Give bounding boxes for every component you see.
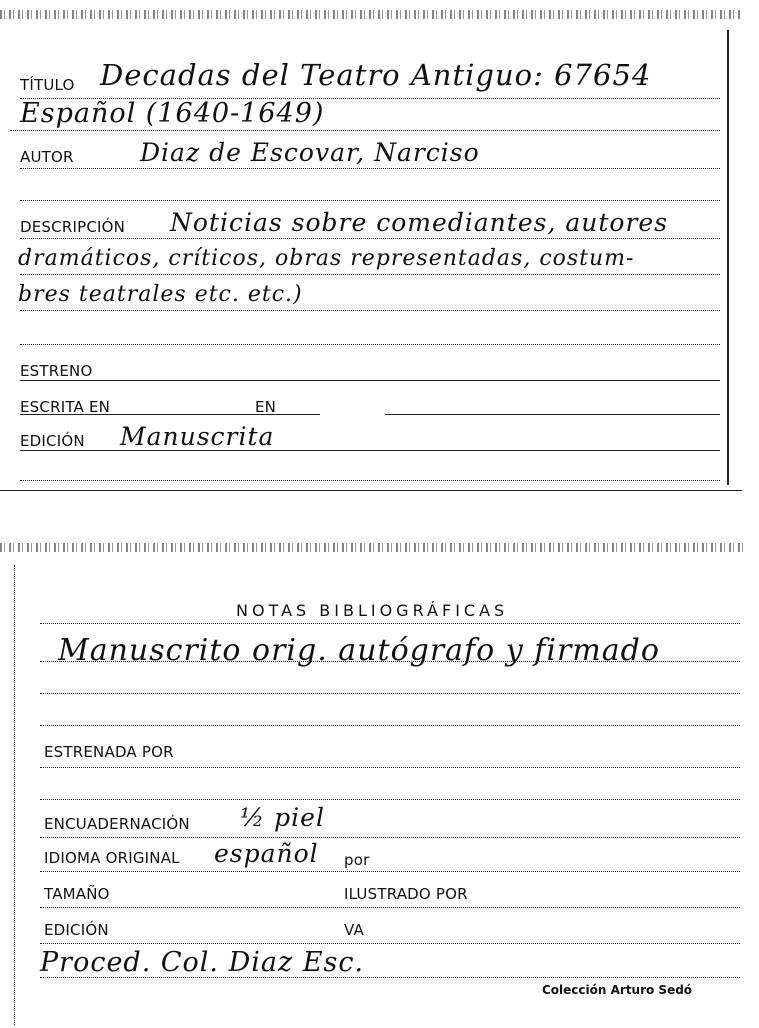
edicion-value: Manuscrita [120, 422, 275, 451]
descripcion-value-line2: dramáticos, críticos, obras representadas, costum- [18, 246, 635, 271]
va-label: VA [344, 921, 364, 939]
titulo-label: TÍTULO [20, 76, 75, 94]
idioma-value: español [214, 839, 319, 868]
autor-rule-2 [20, 200, 720, 201]
titulo-value-line1: Decadas del Teatro Antiguo: 67654 [100, 58, 652, 92]
proced-value: Proced. Col. Diaz Esc. [40, 947, 365, 978]
autor-value: Diaz de Escovar, Narciso [140, 138, 480, 167]
escrita-label: ESCRITA EN [20, 398, 111, 416]
estrenada-label: ESTRENADA POR [44, 743, 174, 761]
escrita-rule-a [20, 414, 320, 415]
estreno-rule [20, 380, 720, 381]
card-bottom-rule [0, 490, 742, 491]
tamano-label: TAMAÑO [44, 885, 110, 903]
notas-rule-3 [40, 693, 740, 694]
edicion2-rule [40, 943, 740, 944]
edicion-rule-2 [20, 480, 720, 481]
por-label: por [344, 851, 370, 869]
descripcion-rule-3 [20, 310, 720, 311]
edicion-label: EDICIÓN [20, 432, 85, 450]
descripcion-label: DESCRIPCIÓN [20, 218, 126, 236]
estrenada-rule [40, 767, 740, 768]
catalog-card-bottom [0, 535, 745, 1025]
descripcion-value-line1: Noticias sobre comediantes, autores [170, 208, 669, 237]
edicion2-label: EDICIÓN [44, 921, 109, 939]
descripcion-rule-4 [20, 344, 720, 345]
ilustrado-label: ILUSTRADO POR [344, 885, 468, 903]
autor-rule [20, 168, 720, 169]
card-left-border [14, 565, 15, 1025]
edicion-rule [20, 450, 720, 451]
catalog-card-top [0, 0, 742, 495]
proced-rule [40, 977, 740, 978]
titulo-value-line2: Español (1640-1649) [20, 98, 325, 129]
encuadernacion-value: ½ piel [240, 803, 325, 832]
encuadernacion-label: ENCUADERNACIÓN [44, 815, 190, 833]
estrenada-rule-2 [40, 799, 740, 800]
en-label: EN [255, 398, 277, 416]
titulo-rule-2 [10, 130, 720, 131]
card-top-edge [0, 543, 745, 552]
tamano-rule [40, 907, 740, 908]
coleccion-credit: Colección Arturo Sedó [542, 983, 693, 997]
descripcion-rule-2 [20, 274, 720, 275]
descripcion-value-line3: bres teatrales etc. etc.) [18, 282, 303, 307]
card-right-border [727, 30, 729, 485]
idioma-label: IDIOMA ORIGINAL [44, 849, 180, 867]
notas-rule-4 [40, 725, 740, 726]
encuadernacion-rule [40, 837, 740, 838]
notas-rule-2 [40, 661, 740, 662]
notas-title: NOTAS BIBLIOGRÁFICAS [236, 601, 509, 620]
notas-value: Manuscrito orig. autógrafo y firmado [58, 633, 660, 668]
estreno-label: ESTRENO [20, 362, 93, 380]
descripcion-rule-1 [20, 238, 720, 239]
escrita-rule-b [385, 414, 720, 415]
idioma-rule [40, 871, 740, 872]
notas-rule-1 [40, 623, 740, 624]
autor-label: AUTOR [20, 148, 74, 166]
card-top-edge [0, 10, 742, 19]
